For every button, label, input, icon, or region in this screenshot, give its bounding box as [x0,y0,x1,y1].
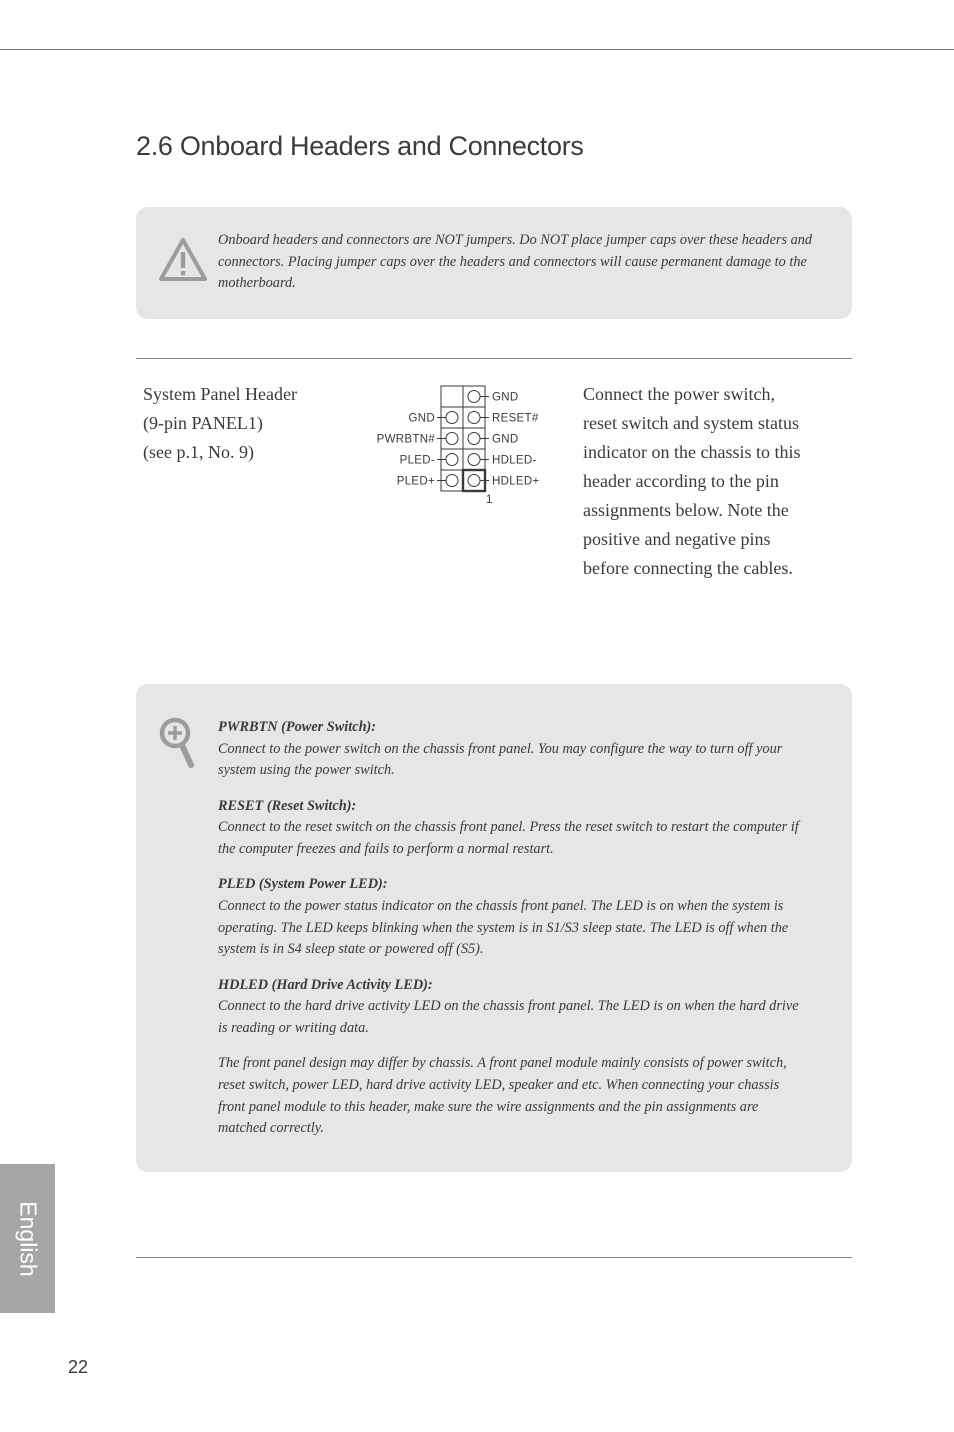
pin [446,433,458,445]
note-content [218,717,808,1140]
warning-callout [136,207,852,319]
pin-label-hdled-pos: HDLED+ [492,475,540,488]
magnifier-plus-icon [158,716,198,772]
pin-one-label: 1 [486,494,493,506]
warning-triangle-icon [158,237,208,283]
note-item-text: Connect to the hard drive activity LED on the chassis front panel. The LED is on when the hard drive is reading or writing data. [218,998,799,1036]
pin [468,391,480,403]
pin [446,475,458,487]
section-title: 2.6 Onboard Headers and Connectors [136,131,584,161]
top-rule [0,49,954,50]
section-divider-top [136,358,852,359]
note-item-hdled [218,975,808,1040]
note-item-pwrbtn [218,717,808,782]
header-name: System Panel Header [143,384,297,404]
pin-label-hdled-neg: HDLED- [492,454,537,467]
note-item-pled [218,874,808,961]
note-item-title: PLED (System Power LED): [218,876,388,893]
pin-label-gnd-left: GND [408,412,435,425]
pin [446,454,458,466]
pin-label-gnd-right: GND [492,433,519,446]
pin-label-reset: RESET# [492,412,539,425]
pin-label-pled-neg: PLED- [399,454,435,467]
note-callout [136,684,852,1172]
header-page-ref: (see p.1, No. 9) [143,442,254,462]
pin [468,454,480,466]
pin [468,433,480,445]
language-tab-label: English [15,1200,41,1277]
header-description: Connect the power switch, reset switch and system status indicator on the chassis to this header according to the pin assignments below. Note the positive and negative pins before connecting the cables. [583,384,801,578]
note-item-title: HDLED (Hard Drive Activity LED): [218,976,433,993]
note-item-title: PWRBTN (Power Switch): [218,719,377,735]
header-info [143,380,297,467]
pin [468,475,480,487]
header-pin-count: (9-pin PANEL1) [143,413,263,433]
section-divider-bottom [136,1257,852,1258]
page-number: 22 [68,1357,89,1377]
pin-label-gnd-top: GND [492,391,519,404]
warning-text: Onboard headers and connectors are NOT jumpers. Do NOT place jumper caps over these headers and connectors. Placing jumper caps over the headers and connectors will cause permanent damage to the motherboard. [218,232,813,292]
pin [468,412,480,424]
note-item-reset [218,796,808,861]
pin [446,412,458,424]
pin-label-pled-pos: PLED+ [396,475,435,488]
language-tab [0,1164,55,1313]
panel-header-pin-diagram [364,382,554,510]
note-item-text: Connect to the power switch on the chassis front panel. You may configure the way to turn off your system using the power switch. [218,740,783,779]
note-item-text: Connect to the reset switch on the chassis front panel. Press the reset switch to restart the computer if the computer freezes and fails to perform a normal restart. [218,819,799,858]
note-item-text: Connect to the power status indicator on the chassis front panel. The LED is on when the system is operating. The LED keeps blinking when the system is in S1/S3 sleep state. The LED is off when the system is in S4 sleep state or powered off (S5). [218,897,789,958]
note-item-title: RESET (Reset Switch): [218,797,357,814]
note-footer: The front panel design may differ by chassis. A front panel module mainly consists of power switch, reset switch, power LED, hard drive activity LED, speaker and etc. When connecting your chassis front panel module to this header, make sure the wire assignments and the pin assignments are matched correctly. [218,1055,787,1137]
pin-label-pwrbtn: PWRBTN# [376,433,435,446]
